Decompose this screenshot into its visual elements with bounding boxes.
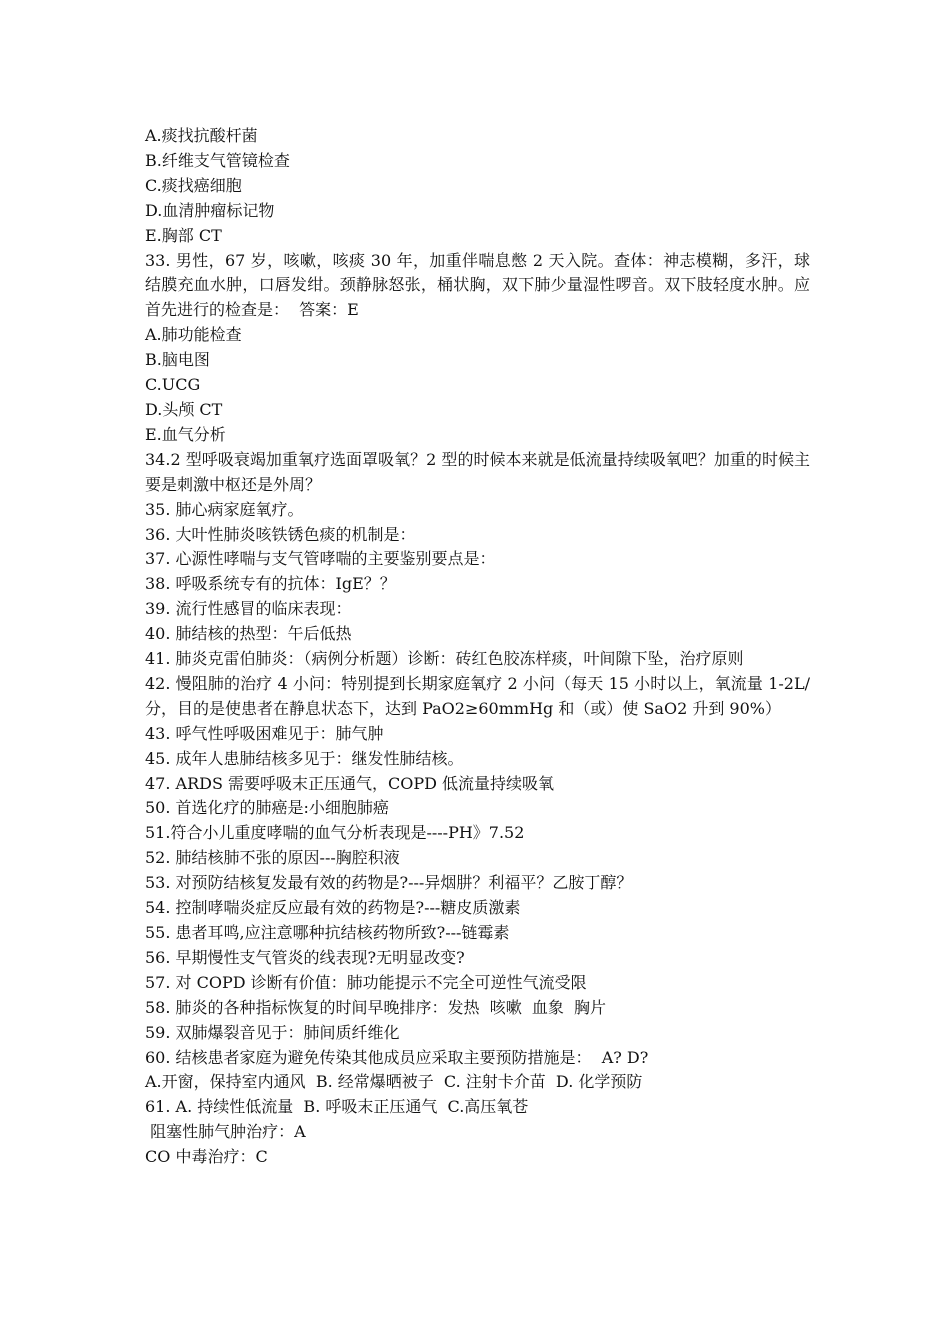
text-line: 阻塞性肺气肿治疗：A [145,1122,306,1142]
text-line: A.肺功能检查 [145,325,242,345]
text-line: 51.符合小儿重度哮喘的血气分析表现是----PH》7.52 [145,823,525,843]
text-line: 54. 控制哮喘炎症反应最有效的药物是?---糖皮质激素 [145,898,521,918]
text-line: A.开窗，保持室内通风 B. 经常爆晒被子 C. 注射卡介苗 D. 化学预防 [145,1072,643,1092]
text-line: 39. 流行性感冒的临床表现： [145,599,352,619]
text-line: C.痰找癌细胞 [145,175,242,195]
question-41: 41. 肺炎克雷伯肺炎：（病例分析题）诊断：砖红色胶冻样痰，叶间隙下坠，治疗原则 [145,649,744,669]
text-line: 37. 心源性哮喘与支气管哮喘的主要鉴别要点是： [145,549,496,569]
text-line: D.头颅 CT [145,399,223,419]
text-line: 47. ARDS 需要呼吸末正压通气，COPD 低流量持续吸氧 [145,773,555,793]
question-42: 42. 慢阻肺的治疗 4 小问：特别提到长期家庭氧疗 2 小问（每天 15 小时以上，氧流量 1-2L/分，目的是使患者在静息状态下，达到 PaO2≥60mmHg 和（或）使 SaO2 升到 90%） [145,673,810,718]
text-line: 40. 肺结核的热型：午后低热 [145,624,352,644]
text-line: 61. A. 持续性低流量 B. 呼吸末正压通气 C.高压氧苍 [145,1097,529,1117]
text-line: B.纤维支气管镜检查 [145,150,290,170]
text-line: E.胸部 CT [145,225,222,245]
question-33: 33. 男性，67 岁，咳嗽，咳痰 30 年，加重伴喘息憋 2 天入院。查体：神志模糊，多汗，球结膜充血水肿，口唇发绀。颈静脉怒张，桶状胸，双下肺少量湿性啰音。双下肢轻度水肿。应首先进行的检查是： 答案：E [145,250,810,320]
text-line: 60. 结核患者家庭为避免传染其他成员应采取主要预防措施是： A? D? [145,1047,649,1067]
text-line: 53. 对预防结核复发最有效的药物是?---异烟肼？利福平？乙胺丁醇？ [145,873,633,893]
text-line: D.血清肿瘤标记物 [145,200,275,220]
text-line: 35. 肺心病家庭氧疗。 [145,499,304,519]
text-line: 56. 早期慢性支气管炎的线表现?无明显改变? [145,947,465,967]
text-line: 38. 呼吸系统专有的抗体：IgE？？ [145,574,396,594]
text-line: B.脑电图 [145,350,210,370]
text-line: C.UCG [145,375,201,395]
text-line: E.血气分析 [145,424,226,444]
text-line: 52. 肺结核肺不张的原因---胸腔积液 [145,848,400,868]
text-line: 43. 呼气性呼吸困难见于：肺气肿 [145,723,384,743]
document-page [145,124,810,1170]
text-line: 45. 成年人患肺结核多见于：继发性肺结核。 [145,748,464,768]
text-line: 58. 肺炎的各种指标恢复的时间早晚排序：发热 咳嗽 血象 胸片 [145,997,607,1017]
text-line: A.痰找抗酸杆菌 [145,126,258,145]
text-line: 50. 首选化疗的肺癌是:小细胞肺癌 [145,798,389,818]
text-line: 57. 对 COPD 诊断有价值：肺功能提示不完全可逆性气流受限 [145,972,587,992]
text-line: 59. 双肺爆裂音见于：肺间质纤维化 [145,1022,400,1042]
text-line: 36. 大叶性肺炎咳铁锈色痰的机制是： [145,524,416,544]
text-line: CO 中毒治疗：C [145,1147,268,1167]
question-34: 34.2 型呼吸衰竭加重氧疗选面罩吸氧？2 型的时候本来就是低流量持续吸氧吧？加重的时候主要是刺激中枢还是外周？ [145,449,810,494]
text-line: 55. 患者耳鸣,应注意哪种抗结核药物所致?---链霉素 [145,923,510,942]
